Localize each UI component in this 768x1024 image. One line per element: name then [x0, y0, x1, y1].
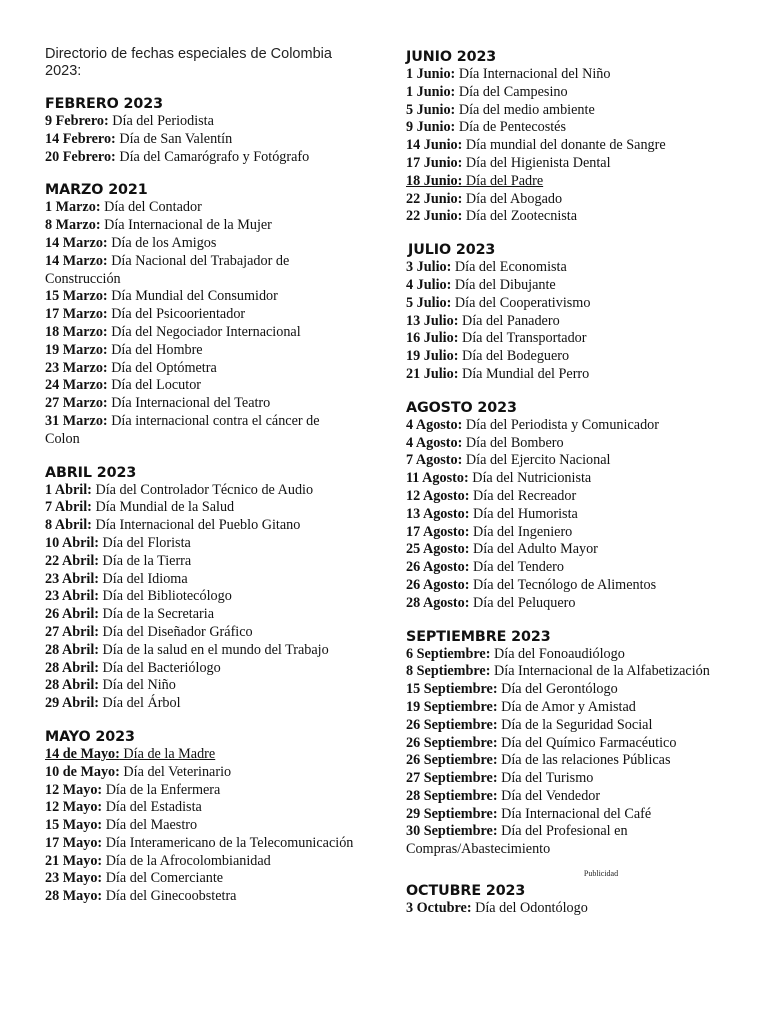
- date-entry: [406, 191, 756, 209]
- entry-date: 26 Septiembre:: [406, 734, 498, 751]
- entry-date: 17 Junio:: [406, 154, 463, 171]
- date-entry: [45, 642, 355, 660]
- entry-date: 12 Mayo:: [45, 799, 103, 816]
- entry-description: Día Mundial del Consumidor: [107, 288, 278, 305]
- entry-date: 17 Marzo:: [45, 306, 108, 323]
- date-entry: [45, 817, 355, 835]
- entry-date: 29 Abril:: [45, 695, 99, 712]
- entry-date: 15 Marzo:: [45, 288, 108, 305]
- entry-description: Día del Locutor: [107, 377, 202, 394]
- entry-date: 8 Abril:: [45, 517, 92, 534]
- entry-date: 6 Septiembre:: [406, 645, 491, 662]
- entry-description: Día del Ingeniero: [469, 523, 573, 540]
- entry-description: Día del Tecnólogo de Alimentos: [469, 576, 657, 593]
- entry-date: 24 Marzo:: [45, 377, 108, 394]
- entry-date: 9 Junio:: [406, 119, 456, 136]
- entry-date: 31 Marzo:: [45, 412, 108, 429]
- entry-date: 14 Febrero:: [45, 130, 116, 147]
- entry-date: 22 Junio:: [406, 190, 463, 207]
- entry-date: 1 Junio:: [406, 66, 456, 82]
- date-entry: [45, 324, 355, 342]
- date-entry: [406, 366, 756, 384]
- entry-date: 22 Junio:: [406, 208, 463, 225]
- date-entry: [45, 288, 355, 306]
- date-entry: [45, 888, 355, 906]
- month-section-abril-2023: [45, 464, 355, 713]
- entry-date: 18 Junio:: [406, 172, 463, 189]
- entry-date: 15 Septiembre:: [406, 681, 498, 698]
- entry-description: Día del Camarógrafo y Fotógrafo: [115, 148, 310, 165]
- entry-date: 15 Mayo:: [45, 817, 103, 834]
- entry-date: 17 Mayo:: [45, 834, 103, 851]
- entry-date: 20 Febrero:: [45, 148, 116, 165]
- date-entry: [45, 571, 355, 589]
- date-entry: [406, 417, 756, 435]
- entry-date: 26 Septiembre:: [406, 752, 498, 769]
- entry-description: Día del Hombre: [107, 341, 203, 358]
- date-entry: [45, 606, 355, 624]
- entry-date: 23 Abril:: [45, 588, 99, 605]
- entry-description: Día del Cooperativismo: [451, 294, 591, 311]
- date-entry: [406, 577, 756, 595]
- entry-date: 25 Agosto:: [406, 541, 470, 558]
- date-entry: [406, 208, 756, 226]
- date-entry: [45, 660, 355, 678]
- entry-date: 7 Agosto:: [406, 452, 463, 469]
- entry-date: 23 Abril:: [45, 570, 99, 587]
- date-entry: [406, 681, 756, 699]
- entry-description: Día del Bibliotecólogo: [99, 588, 232, 605]
- date-entry: [45, 517, 355, 535]
- date-entry: [45, 624, 355, 642]
- month-heading: MAYO 2023: [45, 728, 135, 745]
- date-entry: [406, 84, 756, 102]
- entry-description: Día de la Secretaria: [99, 606, 215, 623]
- month-heading: SEPTIEMBRE 2023: [406, 628, 551, 645]
- entry-description: Día Nacional del Trabajador de Construcción: [45, 252, 290, 287]
- entry-description: Día del medio ambiente: [455, 101, 595, 118]
- entry-date: 3 Julio:: [406, 259, 452, 276]
- date-entry: [45, 695, 355, 713]
- entry-description: Día del Gerontólogo: [497, 681, 618, 698]
- date-entry: [45, 217, 355, 235]
- date-entry: [45, 535, 355, 553]
- date-entry: [406, 295, 756, 313]
- date-entry: [45, 360, 355, 378]
- entry-description: Día del Psicoorientador: [107, 306, 246, 323]
- date-entry: [406, 595, 756, 613]
- date-entry: [45, 782, 355, 800]
- entry-date: 16 Julio:: [406, 330, 459, 347]
- date-entry: [406, 119, 756, 137]
- entry-date: 3 Octubre:: [406, 900, 472, 917]
- date-entry: [45, 149, 355, 167]
- date-entry: [406, 348, 756, 366]
- entry-description: Día del Comerciante: [102, 870, 224, 887]
- date-entry: [406, 663, 756, 681]
- date-entry: [406, 806, 756, 824]
- entry-date: 28 Agosto:: [406, 594, 470, 611]
- entry-date: 28 Abril:: [45, 641, 99, 658]
- entry-description: Día del Zootecnista: [462, 208, 578, 225]
- entry-description: Día del Tendero: [469, 559, 564, 576]
- month-section-julio-2023: [406, 241, 756, 384]
- date-entry: [406, 541, 756, 559]
- entry-description: Día Internacional del Teatro: [107, 395, 271, 412]
- entry-description: Día Mundial del Perro: [458, 365, 590, 382]
- date-entry: [45, 870, 355, 888]
- date-entry: [45, 553, 355, 571]
- entry-date: 12 Mayo:: [45, 781, 103, 798]
- entry-date: 28 Septiembre:: [406, 787, 498, 804]
- entry-description: Día del Periodista y Comunicador: [462, 416, 659, 433]
- date-entry: [406, 137, 756, 155]
- entry-description: Día Internacional de la Alfabetización: [490, 663, 710, 680]
- entry-date: 26 Agosto:: [406, 559, 470, 576]
- entry-description: Día del Químico Farmacéutico: [497, 734, 677, 751]
- date-entry: [406, 900, 756, 918]
- entry-date: 23 Marzo:: [45, 359, 108, 376]
- entry-description: Día del Estadista: [102, 799, 202, 816]
- entry-date: 17 Agosto:: [406, 523, 470, 540]
- entry-description: Día del Turismo: [497, 770, 594, 787]
- entry-date: 14 Marzo:: [45, 252, 108, 269]
- entry-date: 4 Julio:: [406, 276, 452, 293]
- date-entry: [406, 277, 756, 295]
- entry-description: Día del Peluquero: [469, 594, 576, 611]
- entry-description: Día del Ginecoobstetra: [102, 888, 237, 905]
- entry-date: 14 de Mayo:: [45, 745, 120, 762]
- entry-description: Día del Adulto Mayor: [469, 541, 598, 558]
- entry-date: 14 Marzo:: [45, 234, 108, 251]
- entry-description: Día del Niño: [99, 677, 176, 694]
- entry-description: Día del Fonoaudiólogo: [490, 645, 625, 662]
- entry-date: 21 Julio:: [406, 365, 459, 382]
- month-section-marzo-2021: [45, 181, 355, 448]
- entry-date: 29 Septiembre:: [406, 805, 498, 822]
- date-entry: [406, 735, 756, 753]
- date-entry: [45, 377, 355, 395]
- month-section-agosto-2023: [406, 399, 756, 613]
- entry-date: 26 Abril:: [45, 606, 99, 623]
- date-entry: [406, 66, 756, 84]
- date-entry: [406, 488, 756, 506]
- entry-date: 1 Abril:: [45, 481, 92, 498]
- date-entry: [406, 699, 756, 717]
- entry-description: Día del Economista: [451, 259, 567, 276]
- entry-date: 1 Marzo:: [45, 199, 101, 216]
- month-heading: JULIO 2023: [408, 242, 496, 259]
- date-entry: [406, 470, 756, 488]
- date-entry: [45, 853, 355, 871]
- entry-date: 13 Julio:: [406, 312, 459, 329]
- entry-date: 9 Febrero:: [45, 113, 109, 129]
- entry-description: Día del Maestro: [102, 817, 198, 834]
- entry-description: Día del Florista: [99, 534, 191, 551]
- entry-description: Día de la salud en el mundo del Trabajo: [99, 641, 329, 658]
- entry-description: Día del Bodeguero: [458, 348, 570, 365]
- entry-date: 5 Junio:: [406, 101, 456, 118]
- entry-description: Día del Dibujante: [451, 276, 556, 293]
- entry-date: 18 Marzo:: [45, 323, 108, 340]
- date-entry: [406, 452, 756, 470]
- date-entry: [406, 155, 756, 173]
- entry-date: 13 Agosto:: [406, 505, 470, 522]
- date-entry: [45, 342, 355, 360]
- entry-description: Día Internacional de la Mujer: [100, 217, 272, 234]
- entry-description: Día del Humorista: [469, 505, 578, 522]
- entry-date: 27 Septiembre:: [406, 770, 498, 787]
- entry-description: Día Mundial de la Salud: [91, 499, 235, 516]
- entry-description: Día de la Seguridad Social: [497, 716, 653, 733]
- date-entry: [406, 524, 756, 542]
- entry-description: Día del Ejercito Nacional: [462, 452, 611, 469]
- entry-description: Día del Odontólogo: [471, 900, 588, 917]
- month-heading: AGOSTO 2023: [406, 399, 517, 416]
- entry-date: 8 Septiembre:: [406, 663, 491, 680]
- entry-description: Día del Veterinario: [119, 763, 232, 780]
- date-entry: [406, 173, 756, 191]
- entry-date: 8 Marzo:: [45, 217, 101, 234]
- date-entry: [45, 235, 355, 253]
- month-section-mayo-2023: [45, 728, 355, 906]
- date-entry: [45, 764, 355, 782]
- entry-description: Día del Diseñador Gráfico: [99, 623, 253, 640]
- entry-date: 27 Marzo:: [45, 395, 108, 412]
- date-entry: [45, 413, 355, 449]
- entry-date: 28 Abril:: [45, 659, 99, 676]
- entry-description: Día de la Afrocolombianidad: [102, 852, 271, 869]
- date-entry: [406, 770, 756, 788]
- entry-description: Día de la Tierra: [99, 552, 192, 569]
- entry-date: 27 Abril:: [45, 623, 99, 640]
- entry-date: 1 Junio:: [406, 83, 456, 100]
- date-entry: [406, 823, 756, 859]
- entry-description: Día de Pentecostés: [455, 119, 566, 136]
- entry-date: 19 Septiembre:: [406, 698, 498, 715]
- entry-description: Día de los Amigos: [107, 234, 217, 251]
- entry-description: Día del Controlador Técnico de Audio: [91, 481, 314, 498]
- left-sections: [45, 95, 355, 906]
- entry-description: Día mundial del donante de Sangre: [462, 137, 666, 154]
- entry-description: Día de Amor y Amistad: [497, 698, 636, 715]
- date-entry: [406, 752, 756, 770]
- entry-date: 19 Julio:: [406, 348, 459, 365]
- month-heading: MARZO 2021: [45, 182, 148, 199]
- entry-description: Día del Higienista Dental: [462, 154, 611, 171]
- month-section-septiembre-2023: [406, 628, 756, 860]
- document-intro: Directorio de fechas especiales de Colombia 2023:: [45, 46, 332, 79]
- date-entry: [45, 677, 355, 695]
- date-entry: [406, 717, 756, 735]
- date-entry: [45, 131, 355, 149]
- entry-date: 28 Abril:: [45, 677, 99, 694]
- entry-description: Día Internacional del Pueblo Gitano: [91, 517, 301, 534]
- entry-date: 30 Septiembre:: [406, 823, 498, 840]
- date-entry: [406, 330, 756, 348]
- date-entry: [406, 102, 756, 120]
- entry-date: 22 Abril:: [45, 552, 99, 569]
- entry-description: Día de la Enfermera: [102, 781, 221, 798]
- month-heading: JUNIO 2023: [406, 49, 497, 65]
- date-entry: [406, 646, 756, 664]
- entry-description: Día del Vendedor: [497, 787, 601, 804]
- entry-description: Día internacional contra el cáncer de Colon: [45, 412, 320, 447]
- date-entry: [406, 506, 756, 524]
- right-sections: [406, 48, 756, 918]
- entry-description: Día del Transportador: [458, 330, 587, 347]
- entry-description: Día del Nutricionista: [468, 470, 592, 487]
- date-entry: [45, 199, 355, 217]
- date-entry: [406, 313, 756, 331]
- date-entry: [45, 588, 355, 606]
- entry-description: Día Internacional del Niño: [455, 66, 611, 82]
- entry-date: 26 Agosto:: [406, 576, 470, 593]
- date-entry: [406, 435, 756, 453]
- entry-description: Día del Negociador Internacional: [107, 323, 301, 340]
- month-heading: OCTUBRE 2023: [406, 883, 526, 900]
- entry-description: Día del Periodista: [108, 113, 214, 129]
- entry-description: Día del Idioma: [99, 570, 188, 587]
- month-section-junio-2023: [406, 48, 756, 226]
- entry-description: Día del Bombero: [462, 434, 564, 451]
- entry-date: 19 Marzo:: [45, 341, 108, 358]
- date-entry: [45, 306, 355, 324]
- entry-description: Día del Bacteriólogo: [99, 659, 221, 676]
- date-entry: [406, 788, 756, 806]
- date-entry: [45, 835, 355, 853]
- entry-date: 5 Julio:: [406, 294, 452, 311]
- entry-description: Día Internacional del Café: [497, 805, 652, 822]
- month-heading: FEBRERO 2023: [45, 96, 163, 112]
- entry-date: 26 Septiembre:: [406, 716, 498, 733]
- entry-description: Día del Padre: [462, 172, 544, 189]
- entry-date: 23 Mayo:: [45, 870, 103, 887]
- date-entry: [406, 259, 756, 277]
- month-heading: ABRIL 2023: [45, 464, 137, 481]
- date-entry: [45, 746, 355, 764]
- right-column: [406, 0, 756, 918]
- date-entry: [45, 395, 355, 413]
- entry-description: Día del Recreador: [469, 487, 577, 504]
- entry-description: Día de la Madre: [119, 745, 216, 762]
- left-column: [45, 0, 355, 906]
- month-section-octubre-2023: [406, 882, 756, 918]
- entry-date: 14 Junio:: [406, 137, 463, 154]
- entry-description: Día Interamericano de la Telecomunicación: [102, 834, 354, 851]
- entry-description: Día del Profesional en Compras/Abastecimiento: [406, 823, 628, 858]
- entry-date: 4 Agosto:: [406, 416, 463, 433]
- entry-date: 11 Agosto:: [406, 470, 469, 487]
- entry-date: 12 Agosto:: [406, 487, 470, 504]
- date-entry: [45, 482, 355, 500]
- entry-date: 10 de Mayo:: [45, 763, 120, 780]
- date-entry: [45, 799, 355, 817]
- date-entry: [406, 559, 756, 577]
- entry-date: 21 Mayo:: [45, 852, 103, 869]
- date-entry: [45, 113, 355, 131]
- entry-date: 7 Abril:: [45, 499, 92, 516]
- entry-description: Día del Campesino: [455, 83, 568, 100]
- date-entry: [45, 253, 355, 289]
- entry-date: 28 Mayo:: [45, 888, 103, 905]
- entry-description: Día del Contador: [100, 199, 202, 216]
- entry-description: Día de las relaciones Públicas: [497, 752, 671, 769]
- entry-description: Día del Abogado: [462, 190, 563, 207]
- month-section-febrero-2023: [45, 95, 355, 166]
- entry-date: 4 Agosto:: [406, 434, 463, 451]
- ad-label: Publicidad: [583, 869, 619, 879]
- entry-description: Día del Optómetra: [107, 359, 217, 376]
- entry-description: Día del Árbol: [99, 695, 181, 712]
- entry-description: Día de San Valentín: [115, 130, 233, 147]
- entry-date: 10 Abril:: [45, 534, 99, 551]
- date-entry: [45, 499, 355, 517]
- entry-description: Día del Panadero: [458, 312, 560, 329]
